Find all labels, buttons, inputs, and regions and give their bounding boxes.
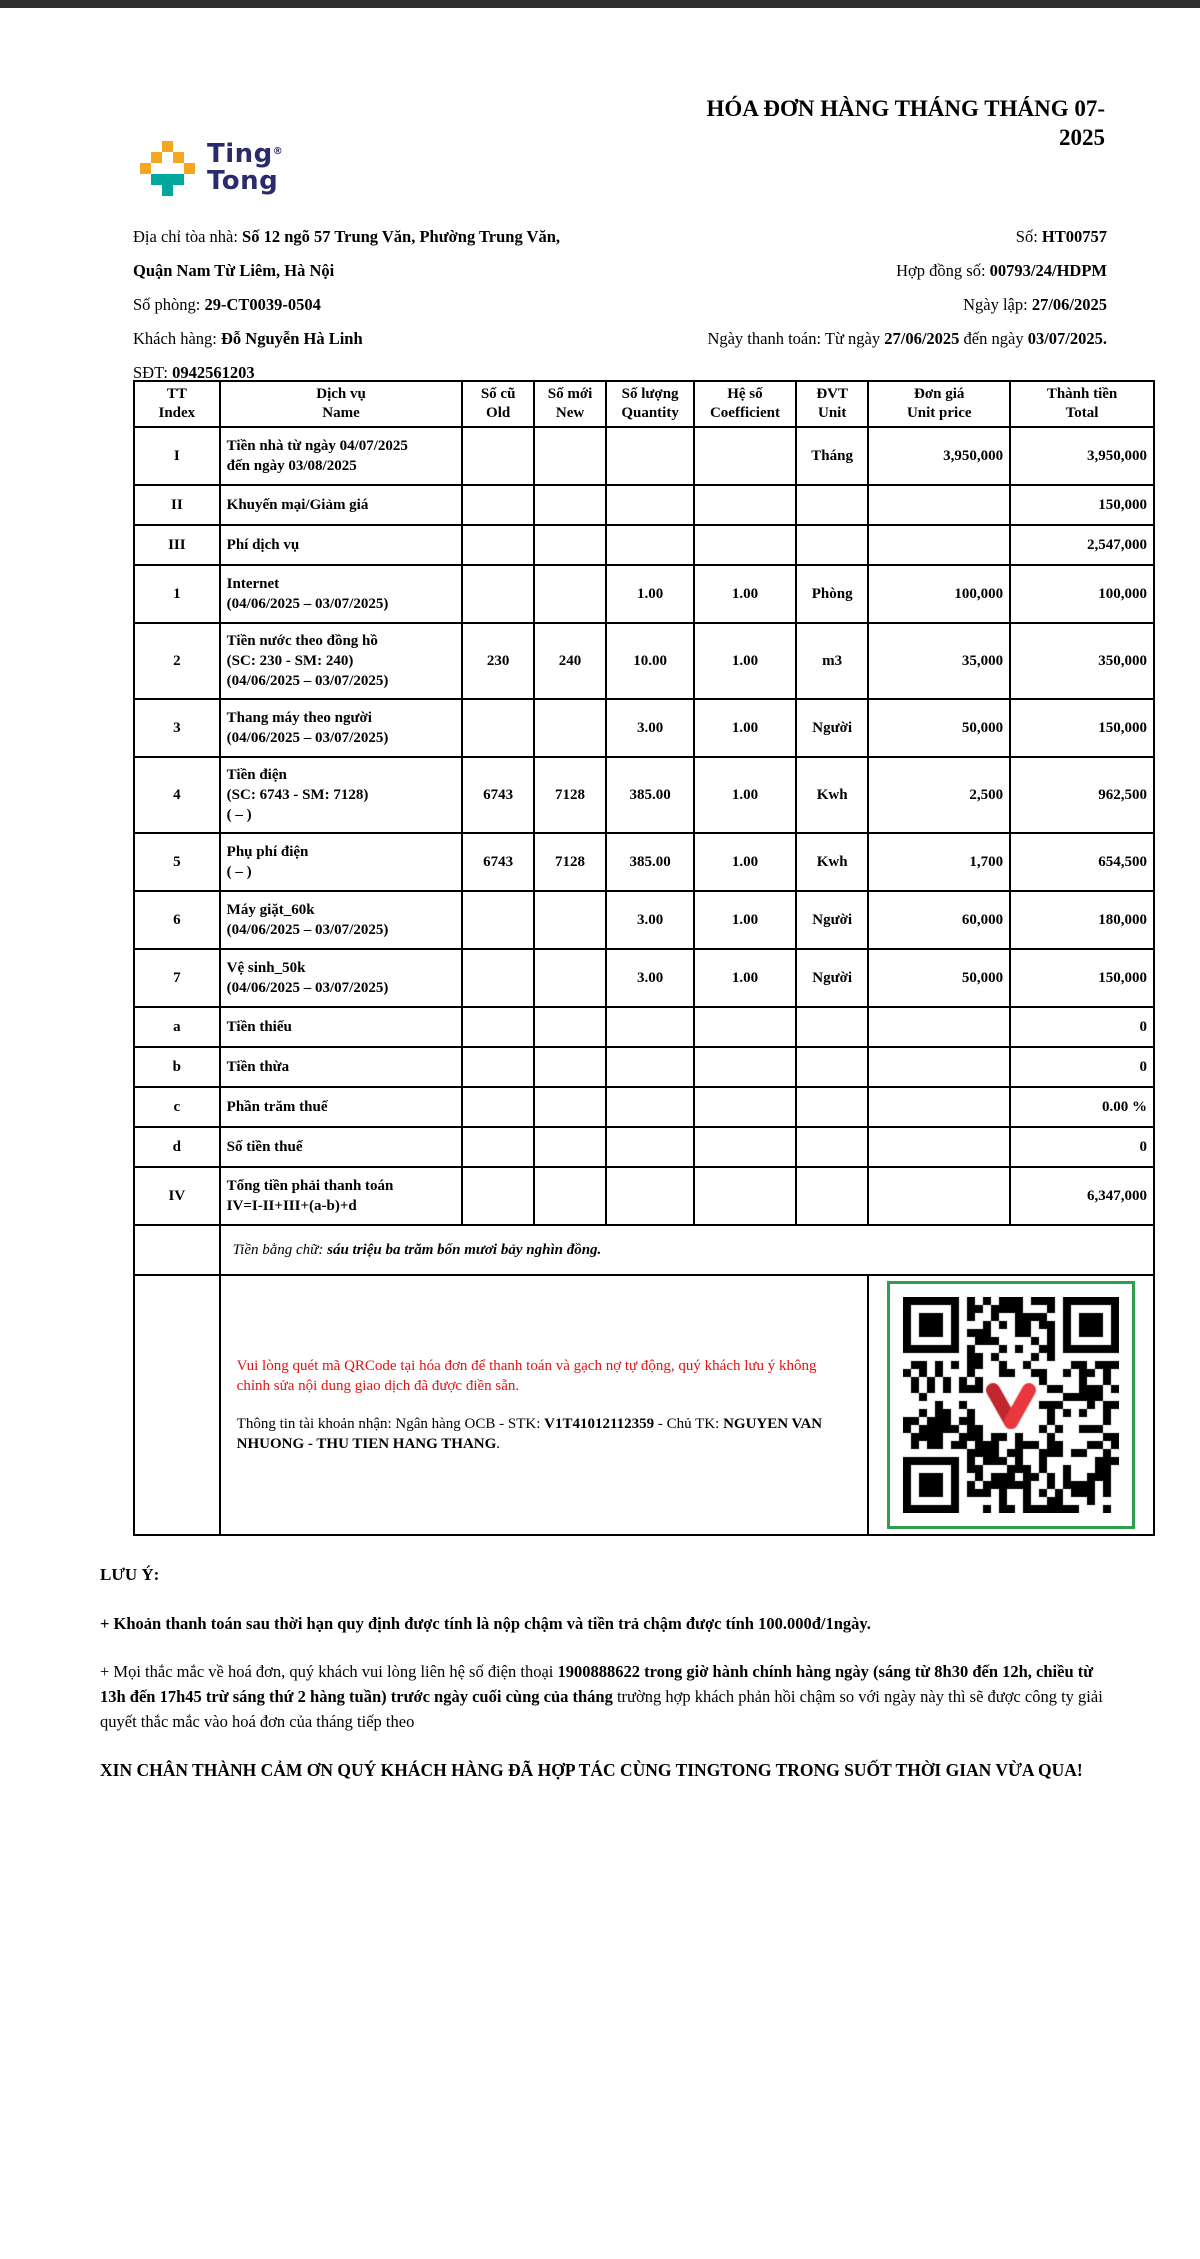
cell-coef [694, 485, 796, 525]
cell-qty [606, 427, 694, 485]
cell-total: 0.00 % [1010, 1087, 1154, 1127]
payment-date-label: Ngày thanh toán: Từ ngày [707, 329, 885, 348]
table-header-row [134, 381, 1154, 427]
cell-qty [606, 1087, 694, 1127]
payment-date-mid: đến ngày [959, 329, 1028, 348]
cell-qty: 385.00 [606, 833, 694, 891]
footer-notes [100, 1562, 1110, 1783]
cell-price: 35,000 [868, 623, 1010, 699]
cell-name: Internet (04/06/2025 – 03/07/2025) [220, 565, 463, 623]
column-header: ĐVT Unit [796, 381, 868, 427]
table-row [134, 833, 1154, 891]
logo-pixel [162, 141, 173, 152]
logo-pixel [173, 152, 184, 163]
cell-old [462, 565, 533, 623]
cell-unit [796, 1087, 868, 1127]
column-header: Dịch vụ Name [220, 381, 463, 427]
invoice-number-label: Số: [1015, 227, 1042, 246]
cell-coef: 1.00 [694, 623, 796, 699]
cell-coef [694, 525, 796, 565]
cell-unit [796, 1007, 868, 1047]
cell-unit: m3 [796, 623, 868, 699]
cell-unit: Tháng [796, 427, 868, 485]
cell-qty: 10.00 [606, 623, 694, 699]
phone-value: 0942561203 [172, 363, 255, 382]
hotline-note-suffix: trường hợp khách phản hồi chậm so với ngày này thì sẽ được công ty giải quyết thắc mắc vào hoá đơn của tháng tiếp theo [100, 1687, 1103, 1731]
cell-name: Tiền nước theo đồng hồ (SC: 230 - SM: 240) (04/06/2025 – 03/07/2025) [220, 623, 463, 699]
cell-old: 230 [462, 623, 533, 699]
cell-price: 1,700 [868, 833, 1010, 891]
cell-new: 240 [534, 623, 606, 699]
cell-coef [694, 1087, 796, 1127]
cell-coef: 1.00 [694, 757, 796, 833]
cell-coef [694, 1127, 796, 1167]
table-row [134, 1167, 1154, 1225]
payment-date-line [621, 322, 1107, 356]
cell-name: Máy giặt_60k (04/06/2025 – 03/07/2025) [220, 891, 463, 949]
cell-new [534, 1127, 606, 1167]
table-row [134, 1007, 1154, 1047]
cell-qty [606, 1167, 694, 1225]
cell-name: Tiền thiếu [220, 1007, 463, 1047]
qr-code-cell [868, 1275, 1154, 1535]
cell-price [868, 1047, 1010, 1087]
cell-price [868, 1127, 1010, 1167]
invoice-info [133, 220, 1107, 390]
cell-empty [134, 1225, 220, 1275]
cell-tt: 7 [134, 949, 220, 1007]
cell-coef: 1.00 [694, 891, 796, 949]
cell-new [534, 699, 606, 757]
cell-price [868, 485, 1010, 525]
registered-mark: ® [272, 146, 284, 157]
cell-price: 50,000 [868, 949, 1010, 1007]
issue-date-label: Ngày lập: [963, 295, 1032, 314]
address-value-line1: Số 12 ngõ 57 Trung Văn, Phường Trung Văn, [242, 227, 561, 246]
cell-new: 7128 [534, 757, 606, 833]
cell-old [462, 1007, 533, 1047]
cell-old: 6743 [462, 757, 533, 833]
table-row [134, 427, 1154, 485]
account-suffix: . [496, 1436, 501, 1453]
cell-name: Tiền nhà từ ngày 04/07/2025 đến ngày 03/08/2025 [220, 427, 463, 485]
cell-price [868, 1007, 1010, 1047]
logo-pixel [151, 152, 162, 163]
column-header: Hệ số Coefficient [694, 381, 796, 427]
building-address-line [133, 220, 611, 288]
cell-name: Tiền điện (SC: 6743 - SM: 7128) ( – ) [220, 757, 463, 833]
late-payment-note: + Khoản thanh toán sau thời hạn quy định được tính là nộp chậm và tiền trả chậm được tính 100.000đ/1ngày. [100, 1613, 871, 1633]
cell-qty: 3.00 [606, 699, 694, 757]
column-header: TT Index [134, 381, 220, 427]
column-header: Đơn giá Unit price [868, 381, 1010, 427]
cell-total: 3,950,000 [1010, 427, 1154, 485]
cell-tt: 4 [134, 757, 220, 833]
cell-old [462, 1047, 533, 1087]
cell-new [534, 485, 606, 525]
cell-coef: 1.00 [694, 833, 796, 891]
cell-name: Phí dịch vụ [220, 525, 463, 565]
column-header: Số lượng Quantity [606, 381, 694, 427]
account-number: V1T41012112359 [544, 1416, 655, 1432]
table-row [134, 891, 1154, 949]
room-label: Số phòng: [133, 295, 205, 314]
cell-old [462, 485, 533, 525]
cell-old [462, 525, 533, 565]
cell-price [868, 1167, 1010, 1225]
invoice-table [133, 380, 1155, 1536]
table-row [134, 1127, 1154, 1167]
qr-row [134, 1275, 1154, 1535]
cell-tt: 1 [134, 565, 220, 623]
cell-tt: c [134, 1087, 220, 1127]
cell-total: 962,500 [1010, 757, 1154, 833]
document-title-line2: 2025 [1059, 125, 1105, 150]
cell-coef: 1.00 [694, 565, 796, 623]
account-holder: NGUYEN VAN NHUONG - THU TIEN HANG THANG [236, 1416, 823, 1453]
contract-number-line [621, 254, 1107, 288]
cell-unit: Người [796, 699, 868, 757]
cell-price: 60,000 [868, 891, 1010, 949]
cell-old: 6743 [462, 833, 533, 891]
contract-label: Hợp đồng số: [896, 261, 990, 280]
document-title [545, 94, 1105, 152]
table-row [134, 565, 1154, 623]
customer-value: Đỗ Nguyễn Hà Linh [220, 329, 363, 348]
cell-unit [796, 1167, 868, 1225]
cell-total: 2,547,000 [1010, 525, 1154, 565]
logo-pixel [184, 163, 195, 174]
cell-new [534, 949, 606, 1007]
room-number-line [133, 288, 611, 322]
cell-tt: a [134, 1007, 220, 1047]
cell-unit [796, 485, 868, 525]
logo-pixel [162, 185, 173, 196]
invoice-info-right [621, 220, 1107, 390]
hotline-note [100, 1660, 1110, 1734]
amount-in-words-value: sáu triệu ba trăm bốn mươi bảy nghìn đồng. [327, 1241, 602, 1258]
cell-tt: I [134, 427, 220, 485]
cell-name: Vệ sinh_50k (04/06/2025 – 03/07/2025) [220, 949, 463, 1007]
brand-wordmark [207, 138, 283, 195]
cell-unit: Người [796, 891, 868, 949]
cell-new [534, 565, 606, 623]
cell-tt: III [134, 525, 220, 565]
issue-date-line [621, 288, 1107, 322]
cell-total: 150,000 [1010, 485, 1154, 525]
cell-name: Thang máy theo người (04/06/2025 – 03/07/2025) [220, 699, 463, 757]
amount-in-words-label: Tiền bằng chữ: [232, 1241, 328, 1258]
notes-title: LƯU Ý: [100, 1565, 160, 1584]
cell-name: Số tiền thuế [220, 1127, 463, 1167]
column-header: Số cũ Old [462, 381, 533, 427]
hotline-deadline: trước ngày cuối cùng của tháng [386, 1687, 613, 1706]
cell-tt: d [134, 1127, 220, 1167]
cell-coef: 1.00 [694, 699, 796, 757]
payment-message-cell [220, 1275, 869, 1535]
cell-unit [796, 1047, 868, 1087]
cell-new [534, 1087, 606, 1127]
table-row [134, 525, 1154, 565]
cell-coef [694, 427, 796, 485]
cell-new [534, 1007, 606, 1047]
cell-total: 0 [1010, 1047, 1154, 1087]
room-value: 29-CT0039-0504 [204, 295, 321, 314]
cell-price: 3,950,000 [868, 427, 1010, 485]
cell-total: 0 [1010, 1127, 1154, 1167]
cell-qty: 3.00 [606, 949, 694, 1007]
cell-qty [606, 1127, 694, 1167]
cell-tt: 6 [134, 891, 220, 949]
cell-new: 7128 [534, 833, 606, 891]
cell-total: 150,000 [1010, 699, 1154, 757]
cell-tt: IV [134, 1167, 220, 1225]
cell-price: 100,000 [868, 565, 1010, 623]
logo-pixel [140, 163, 151, 174]
cell-unit: Phòng [796, 565, 868, 623]
cell-total: 6,347,000 [1010, 1167, 1154, 1225]
cell-new [534, 427, 606, 485]
amount-in-words-cell [220, 1225, 1154, 1275]
table-row [134, 485, 1154, 525]
cell-new [534, 891, 606, 949]
cell-coef: 1.00 [694, 949, 796, 1007]
contract-value: 00793/24/HDPM [989, 261, 1107, 280]
cell-tt: 2 [134, 623, 220, 699]
brand-name-top: Ting [207, 139, 273, 169]
cell-old [462, 1167, 533, 1225]
tingtong-logo-icon [140, 141, 195, 196]
cell-unit: Kwh [796, 757, 868, 833]
cell-old [462, 1127, 533, 1167]
cell-old [462, 891, 533, 949]
cell-name: Tổng tiền phải thanh toán IV=I-II+III+(a-b)+d [220, 1167, 463, 1225]
hotline-number-hours: 1900888622 trong giờ hành chính hàng ngày (sáng từ 8h30 đến 12h, chiều từ 13h đến 17h45 trừ sáng thứ 2 hàng tuần) [100, 1662, 1094, 1706]
cell-old [462, 699, 533, 757]
cell-tt: b [134, 1047, 220, 1087]
cell-qty [606, 485, 694, 525]
table-row [134, 623, 1154, 699]
cell-tt: 5 [134, 833, 220, 891]
table-row [134, 949, 1154, 1007]
cell-coef [694, 1167, 796, 1225]
brand-name-bottom: Tong [207, 166, 279, 196]
invoice-table-body [134, 427, 1154, 1225]
phone-label: SĐT: [133, 363, 173, 382]
cell-old [462, 1087, 533, 1127]
table-row [134, 1087, 1154, 1127]
column-header: Thành tiền Total [1010, 381, 1154, 427]
cell-unit: Người [796, 949, 868, 1007]
cell-name: Phần trăm thuế [220, 1087, 463, 1127]
cell-new [534, 525, 606, 565]
invoice-number-value: HT00757 [1041, 227, 1107, 246]
payment-date-from: 27/06/2025 [884, 329, 960, 348]
cell-total: 150,000 [1010, 949, 1154, 1007]
cell-new [534, 1047, 606, 1087]
qr-code [903, 1297, 1119, 1513]
cell-tt: 3 [134, 699, 220, 757]
cell-name: Tiền thừa [220, 1047, 463, 1087]
invoice-info-left [133, 220, 611, 390]
issue-date-value: 27/06/2025 [1031, 295, 1107, 314]
cell-tt: II [134, 485, 220, 525]
customer-label: Khách hàng: [133, 329, 221, 348]
table-row [134, 1047, 1154, 1087]
payment-date-to: 03/07/2025. [1027, 329, 1107, 348]
cell-unit [796, 525, 868, 565]
top-bar [0, 0, 1200, 8]
cell-price: 50,000 [868, 699, 1010, 757]
cell-coef [694, 1007, 796, 1047]
cell-qty: 3.00 [606, 891, 694, 949]
cell-price [868, 525, 1010, 565]
cell-empty [134, 1275, 220, 1535]
cell-total: 0 [1010, 1007, 1154, 1047]
cell-unit [796, 1127, 868, 1167]
cell-total: 654,500 [1010, 833, 1154, 891]
cell-qty: 385.00 [606, 757, 694, 833]
cell-name: Phụ phí điện ( – ) [220, 833, 463, 891]
cell-total: 180,000 [1010, 891, 1154, 949]
amount-in-words-row [134, 1225, 1154, 1275]
table-row [134, 699, 1154, 757]
logo-pixel [151, 174, 184, 185]
address-value-line2: Quận Nam Từ Liêm, Hà Nội [133, 261, 335, 280]
cell-price: 2,500 [868, 757, 1010, 833]
customer-line [133, 322, 611, 356]
cell-old [462, 949, 533, 1007]
column-header: Số mới New [534, 381, 606, 427]
cell-qty [606, 1007, 694, 1047]
cell-name: Khuyến mại/Giảm giá [220, 485, 463, 525]
cell-new [534, 1167, 606, 1225]
cell-qty [606, 1047, 694, 1087]
hotline-note-prefix: + Mọi thắc mắc về hoá đơn, quý khách vui lòng liên hệ số điện thoại [100, 1662, 558, 1682]
account-info [237, 1414, 852, 1455]
document-title-line1: HÓA ĐƠN HÀNG THÁNG THÁNG 07- [706, 96, 1105, 121]
cell-old [462, 427, 533, 485]
invoice-number-line [621, 220, 1107, 254]
cell-unit: Kwh [796, 833, 868, 891]
table-row [134, 757, 1154, 833]
thank-you-message: XIN CHÂN THÀNH CẢM ƠN QUÝ KHÁCH HÀNG ĐÃ HỢP TÁC CÙNG TINGTONG TRONG SUỐT THỜI GIAN VỪA QUA! [100, 1759, 1083, 1780]
cell-total: 100,000 [1010, 565, 1154, 623]
qr-payment-notice: Vui lòng quét mã QRCode tại hóa đơn để thanh toán và gạch nợ tự động, quý khách lưu ý không chỉnh sửa nội dung giao dịch đã được điền sẵn. [236, 1357, 817, 1394]
cell-coef [694, 1047, 796, 1087]
account-prefix: Thông tin tài khoản nhận: Ngân hàng OCB - STK: [236, 1416, 545, 1432]
cell-total: 350,000 [1010, 623, 1154, 699]
account-mid: - Chủ TK: [654, 1416, 724, 1432]
cell-price [868, 1087, 1010, 1127]
qr-border [887, 1281, 1135, 1529]
address-label: Địa chỉ tòa nhà: [133, 227, 243, 246]
cell-qty [606, 525, 694, 565]
cell-qty: 1.00 [606, 565, 694, 623]
